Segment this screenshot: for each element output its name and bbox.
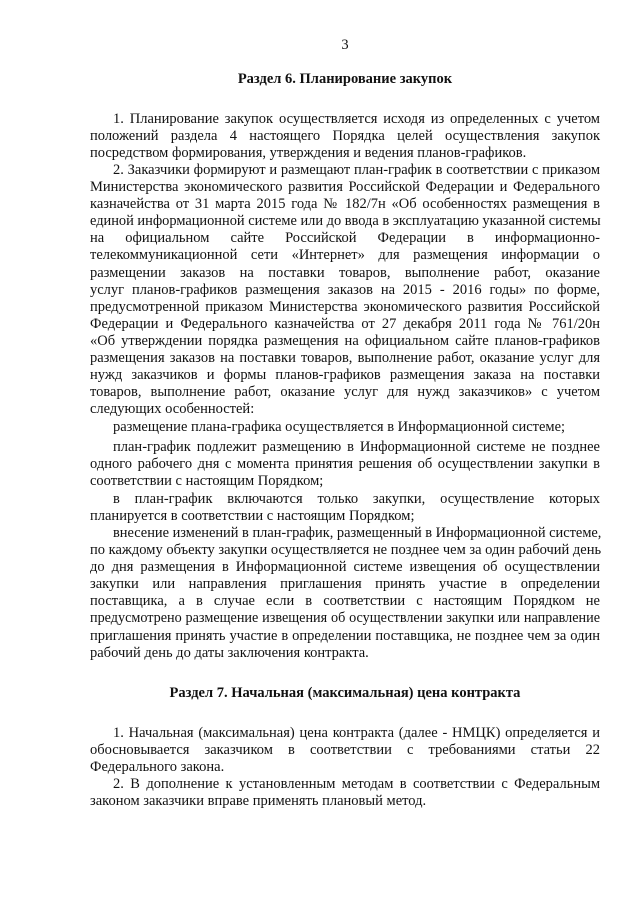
section-6-heading: Раздел 6. Планирование закупок — [237, 71, 453, 87]
text-line: приглашения принять участие в определении поставщика, не позднее чем за один — [90, 627, 600, 644]
section-6-paragraph-3 — [90, 419, 600, 436]
text-line: Федерального закона. — [90, 759, 225, 776]
section-6-paragraph-4 — [90, 439, 600, 490]
text-line: 2. В дополнение к установленным методам в соответствии с Федеральным — [113, 776, 600, 792]
text-line: предусмотренной приказом Министерства экономического развития Российской — [90, 298, 600, 315]
section-7-heading: Раздел 7. Начальная (максимальная) цена контракта — [169, 685, 521, 701]
text-line: в план-график включаются только закупки, осуществление которых — [113, 491, 600, 507]
text-line: посредством формирования, утверждения и ведения планов-графиков. — [90, 145, 527, 162]
text-line: внесение изменений в план-график, размещенный в Информационной системе, — [113, 525, 602, 541]
section-6-paragraph-5 — [90, 491, 600, 525]
text-line: Министерства экономического развития Российской Федерации и Федерального — [90, 179, 600, 196]
text-line: положений раздела 4 настоящего Порядка целей осуществления закупок — [90, 128, 600, 145]
text-line: следующих особенностей: — [90, 401, 255, 418]
text-line: единой информационной системе или до ввода в эксплуатацию указанной системы — [90, 213, 601, 230]
text-line: нужд заказчиков и формы планов-графиков размещения заказа на поставки — [90, 367, 600, 384]
page-number: 3 — [341, 37, 349, 53]
text-line: размещении заказов на поставки товаров, выполнение работ, оказание — [90, 264, 600, 281]
text-line: план-график подлежит размещению в Информационной системе не позднее — [113, 439, 600, 455]
text-line: соответствии с настоящим Порядком; — [90, 473, 324, 490]
text-line: 1. Начальная (максимальная) цена контракта (далее - НМЦК) определяется и — [113, 725, 600, 741]
text-line: законом заказчики вправе применять плановый метод. — [90, 793, 427, 810]
section-6-paragraph-6 — [90, 525, 600, 662]
text-line: товаров, выполнение работ, оказание услуг для нужд заказчиков» с учетом — [90, 384, 600, 401]
section-6-paragraph-2 — [90, 162, 600, 418]
text-line: размещения заказов на поставки товаров, выполнение работ, оказание услуг для — [90, 350, 600, 367]
section-7-paragraph-1 — [90, 725, 600, 776]
text-line: до дня размещения в Информационной системе извещения об осуществлении — [90, 559, 600, 576]
text-line: обосновывается заказчиком в соответствии с требованиями статьи 22 — [90, 742, 600, 759]
text-line: 2. Заказчики формируют и размещают план-график в соответствии с приказом — [113, 162, 600, 178]
text-line: казначейства от 31 марта 2015 года № 182/7н «Об особенностях размещения в — [90, 196, 600, 213]
text-line: услуг планов-графиков размещения заказов на 2015 - 2016 годы» по форме, — [90, 281, 600, 298]
text-line: на официальном сайте Российской Федерации в информационно- — [90, 230, 600, 247]
text-line: 1. Планирование закупок осуществляется исходя из определенных с учетом — [113, 111, 600, 127]
text-line: планируется в соответствии с настоящим Порядком; — [90, 508, 415, 525]
text-line: по каждому объекту закупки осуществляется не позднее чем за один рабочий день — [90, 542, 602, 559]
text-line: закупки или направления приглашения принять участие в определении — [90, 576, 600, 593]
text-line: рабочий день до даты заключения контракта. — [90, 644, 369, 661]
text-line: Федерации и Федерального казначейства от 27 декабря 2011 года № 761/20н — [90, 315, 600, 332]
text-line: одного рабочего дня с момента принятия решения об осуществлении закупки в — [90, 456, 600, 473]
text-line: «Об утверждении порядка размещения на официальном сайте планов-графиков — [90, 332, 600, 349]
text-line: предусмотрено размещение извещения об осуществлении закупки или направление — [90, 610, 600, 627]
section-7-paragraph-2 — [90, 776, 600, 810]
text-line: телекоммуникационной сети «Интернет» для размещения информации о — [90, 247, 600, 264]
text-line: размещение плана-графика осуществляется в Информационной системе; — [113, 419, 566, 435]
text-line: поставщика, а в случае если в соответствии с настоящим Порядком не — [90, 593, 600, 610]
section-6-paragraph-1 — [90, 111, 600, 162]
